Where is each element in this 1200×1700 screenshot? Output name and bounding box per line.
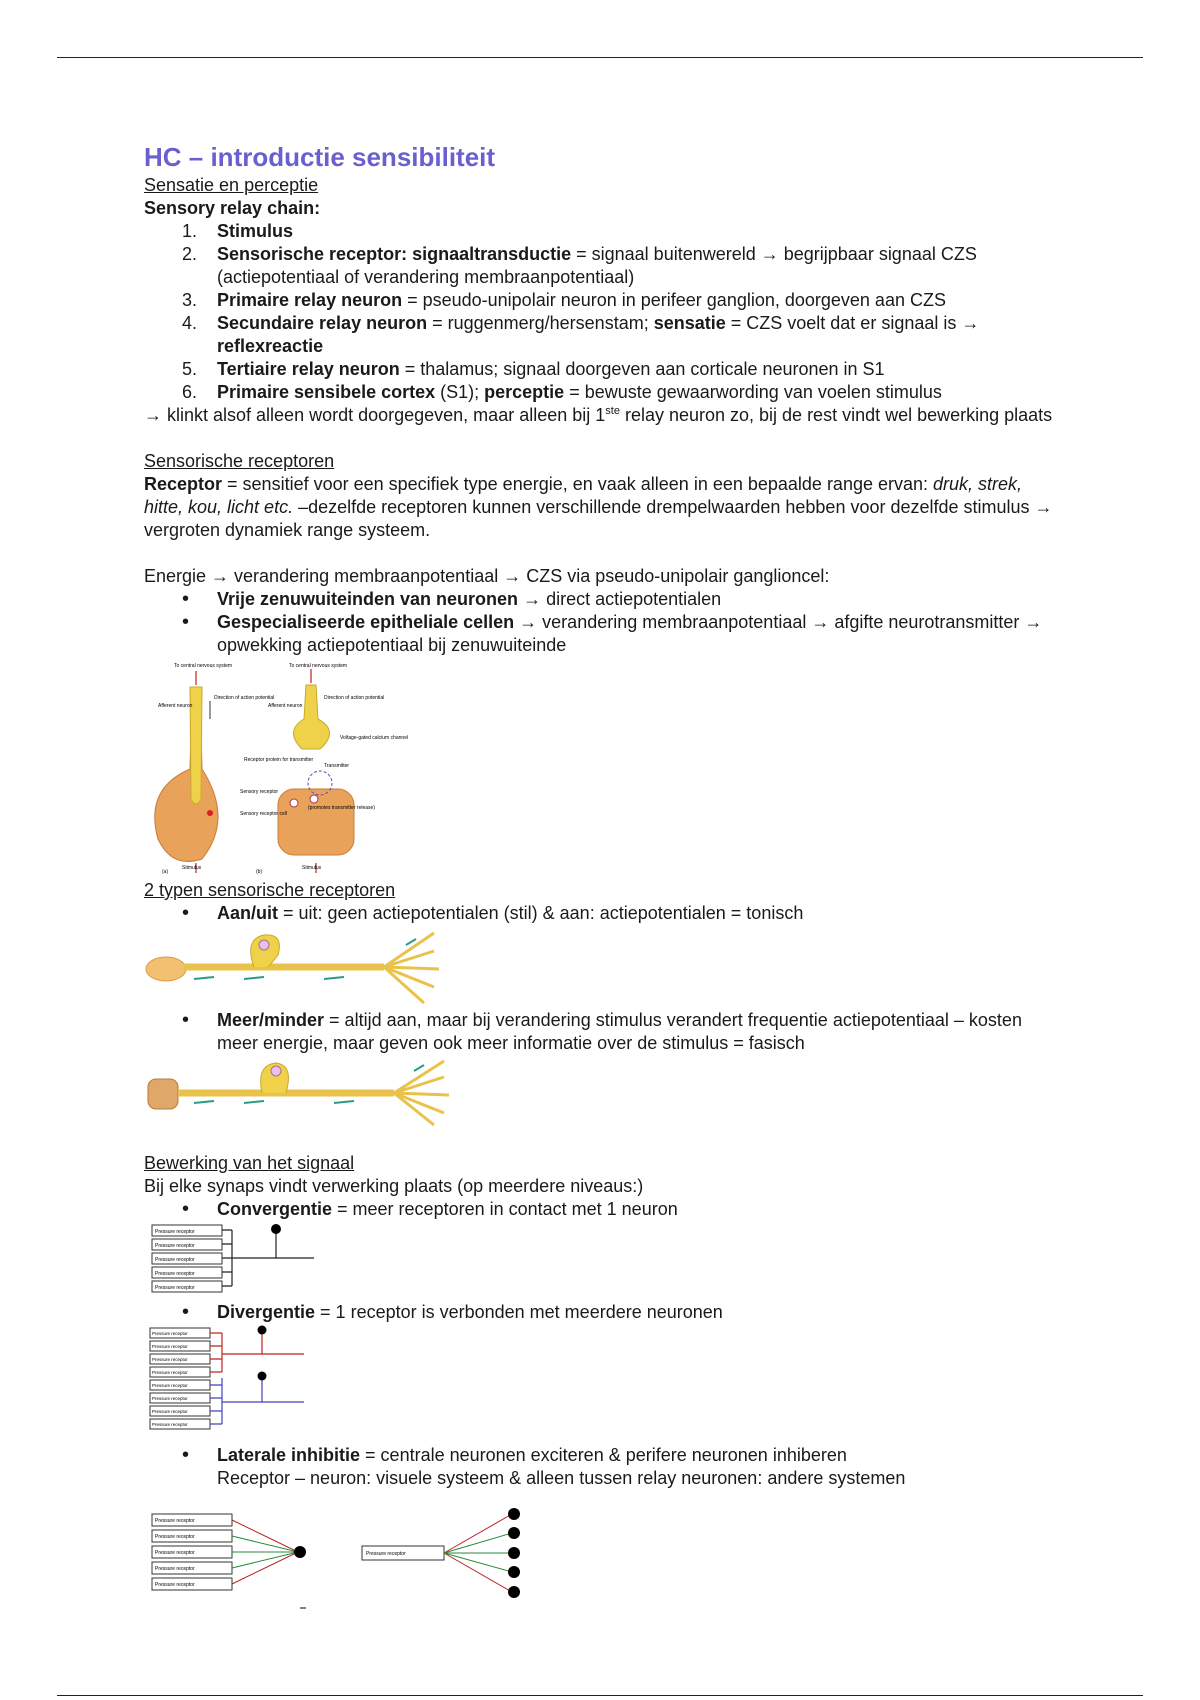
- stimulus-point-a: [207, 810, 213, 816]
- label-b: (b): [256, 869, 263, 875]
- label-to-cns-b: To central nervous system: [289, 663, 348, 669]
- list-item: • Aan/uit = uit: geen actiepotentialen (stil) & aan: actiepotentialen = tonisch: [182, 902, 804, 924]
- receptor-label: Pressure receptor: [155, 1257, 195, 1263]
- receptor-label: Pressure receptor: [155, 1566, 195, 1572]
- neuron: [508, 1508, 520, 1520]
- section-heading-typen: 2 typen sensorische receptoren: [144, 880, 396, 900]
- receptor-capsule-a: [155, 687, 218, 862]
- section-heading-receptoren: Sensorische receptoren: [144, 451, 335, 471]
- label-receptor-protein: Receptor protein for transmitter: [244, 757, 314, 763]
- list-item: • Meer/minder = altijd aan, maar bij verandering stimulus verandert frequentie actiepotentiaal – kosten meer energie, maar geven ook meer informatie over de stimulus = fasisch: [182, 1009, 1022, 1053]
- list-item: 3. Primaire relay neuron = pseudo-unipolair neuron in perifeer ganglion, doorgeven aan CZS: [182, 290, 946, 310]
- signal-arrows: [194, 1065, 424, 1103]
- neuron: [508, 1547, 520, 1559]
- list-item: 6. Primaire sensibele cortex (S1); perceptie = bewuste gewaarwording van voelen stimulus: [182, 382, 942, 402]
- energy-line: Energie → verandering membraanpotentiaal → CZS via pseudo-unipolair ganglioncel:: [144, 566, 830, 586]
- receptor-label: Pressure receptor: [152, 1396, 188, 1401]
- bewerking-intro: Bij elke synaps vindt verwerking plaats (op meerdere niveaus:): [144, 1176, 644, 1196]
- receptor-label: Pressure receptor: [152, 1383, 188, 1388]
- axon-terminals: [384, 933, 439, 1003]
- typen-bullets-2: [144, 1009, 1064, 1055]
- axon-terminals: [394, 1061, 449, 1125]
- relay-note: → klinkt alsof alleen wordt doorgegeven, maar alleen bij 1ste relay neuron zo, bij de rest vindt wel bewerking plaats: [144, 405, 1053, 425]
- excitation-lines: [232, 1536, 298, 1568]
- receptor-label: Pressure receptor: [155, 1550, 195, 1556]
- chain-title: Sensory relay chain:: [144, 198, 321, 218]
- lateral-inhibition-figure: [144, 1504, 564, 1614]
- receptor-label: Pressure receptor: [155, 1534, 195, 1540]
- receptor-label: Pressure receptor: [155, 1271, 195, 1277]
- label-sensory-receptor-cell: Sensory receptor cell: [240, 811, 287, 817]
- neuron: [271, 1224, 281, 1234]
- typen-bullets: [144, 902, 1064, 925]
- divergence-lines-blue: [210, 1376, 304, 1424]
- list-item: • Laterale inhibitie = centrale neuronen exciteren & perifere neuronen inhiberen Receptor – neuron: visuele systeem & alleen tussen relay neuronen: andere systemen: [182, 1444, 906, 1488]
- list-item: • Vrije zenuwuiteinden van neuronen → direct actiepotentialen: [182, 588, 722, 610]
- neuron: [508, 1566, 520, 1578]
- receptor-label: Pressure receptor: [152, 1422, 188, 1427]
- list-item: • Gespecialiseerde epitheliale cellen → verandering membraanpotentiaal → afgifte neurotransmitter → opwekking actiepotentiaal bij zenuwuiteinde: [182, 611, 1043, 655]
- receptor-definition: Receptor = sensitief voor een specifiek type energie, en vaak alleen in een bepaalde range ervan: druk, strek, hitte, kou, licht etc. –dezelfde receptoren kunnen verschillende drempelwaarden hebben voor dezelfde stimulus → vergroten dynamiek range systeem.: [144, 474, 1053, 540]
- list-item: • Divergentie = 1 receptor is verbonden met meerdere neuronen: [182, 1301, 723, 1323]
- convergence-figure: [144, 1223, 324, 1299]
- label-direction-b: Direction of action potential: [324, 695, 385, 701]
- signal-arrows: [194, 939, 416, 979]
- divergence-figure: [144, 1326, 324, 1442]
- label-afferent-a: Afferent neuron: [158, 703, 193, 709]
- nucleus: [259, 940, 269, 950]
- list-item: 2. Sensorische receptor: signaaltransductie = signaal buitenwereld → begrijpbaar signaal CZS (actiepotentiaal of verandering membraanpotentiaal): [182, 244, 977, 287]
- bewerking-bullets-3: [144, 1444, 1064, 1490]
- receptor-label: Pressure receptor: [155, 1229, 195, 1235]
- label-afferent-b: Afferent neuron: [268, 703, 303, 709]
- section-heading-bewerking: Bewerking van het signaal: [144, 1153, 355, 1173]
- nucleus: [271, 1066, 281, 1076]
- label-stimulus-a: Stimulus: [182, 865, 202, 871]
- phasic-neuron-figure: [144, 1057, 464, 1127]
- page-title: HC – introductie sensibiliteit: [144, 142, 496, 172]
- neuron: [258, 1326, 267, 1335]
- vesicle: [290, 799, 298, 807]
- receptor-label: Pressure receptor: [155, 1582, 195, 1588]
- central-neuron: [294, 1546, 306, 1558]
- list-item: 1. Stimulus: [182, 221, 294, 241]
- receptor-label: Pressure receptor: [152, 1331, 188, 1336]
- tonic-neuron-figure: [144, 927, 444, 1007]
- receptor-label: Pressure receptor: [152, 1344, 188, 1349]
- label-promotes: (promotes transmitter release): [308, 805, 375, 811]
- list-item: • Convergentie = meer receptoren in contact met 1 neuron: [182, 1198, 678, 1220]
- document-body: [144, 140, 1064, 1616]
- receptor-ending: [146, 957, 186, 981]
- receptor-label: Pressure receptor: [155, 1243, 195, 1249]
- lateral-line-2: Receptor – neuron: visuele systeem & alleen tussen relay neuronen: andere systemen: [217, 1468, 906, 1488]
- label-a: (a): [162, 869, 169, 875]
- list-item: 5. Tertiaire relay neuron = thalamus; signaal doorgeven aan corticale neuronen in S1: [182, 359, 885, 379]
- receptor-label: Pressure receptor: [155, 1285, 195, 1291]
- label-transmitter: Transmitter: [324, 763, 350, 769]
- receptor-label: Pressure receptor: [366, 1551, 406, 1557]
- section-heading-sensatie: Sensatie en perceptie: [144, 175, 319, 195]
- receptor-label: Pressure receptor: [152, 1409, 188, 1414]
- neuron: [508, 1527, 520, 1539]
- receptor-ending: [148, 1079, 178, 1109]
- label-direction-a: Direction of action potential: [214, 695, 275, 701]
- list-item: 4. Secundaire relay neuron = ruggenmerg/hersenstam; sensatie = CZS voelt dat er signaal is → reflexreactie: [182, 313, 980, 356]
- receptor-bullets: [144, 588, 1064, 657]
- receptor-figure: [144, 659, 409, 877]
- label-voltage-gated: Voltage-gated calcium channel: [340, 735, 409, 741]
- footer-rule: [57, 1695, 1143, 1696]
- relay-chain-list: [144, 220, 1064, 404]
- label-to-cns-a: To central nervous system: [174, 663, 233, 669]
- label-sensory-receptor: Sensory receptor: [240, 789, 279, 795]
- receptor-label: Pressure receptor: [155, 1518, 195, 1524]
- vesicle: [310, 795, 318, 803]
- bewerking-bullets-1: [144, 1198, 1064, 1221]
- convergence-lines: [222, 1229, 314, 1286]
- divergence-lines-red: [210, 1330, 304, 1372]
- neuron: [508, 1586, 520, 1598]
- receptor-label: Pressure receptor: [152, 1357, 188, 1362]
- receptor-label: Pressure receptor: [152, 1370, 188, 1375]
- bewerking-bullets-2: [144, 1301, 1064, 1324]
- label-stimulus-b: Stimulus: [302, 865, 322, 871]
- neuron: [258, 1372, 267, 1381]
- header-rule: [57, 57, 1143, 58]
- excitation-lines: [444, 1533, 512, 1572]
